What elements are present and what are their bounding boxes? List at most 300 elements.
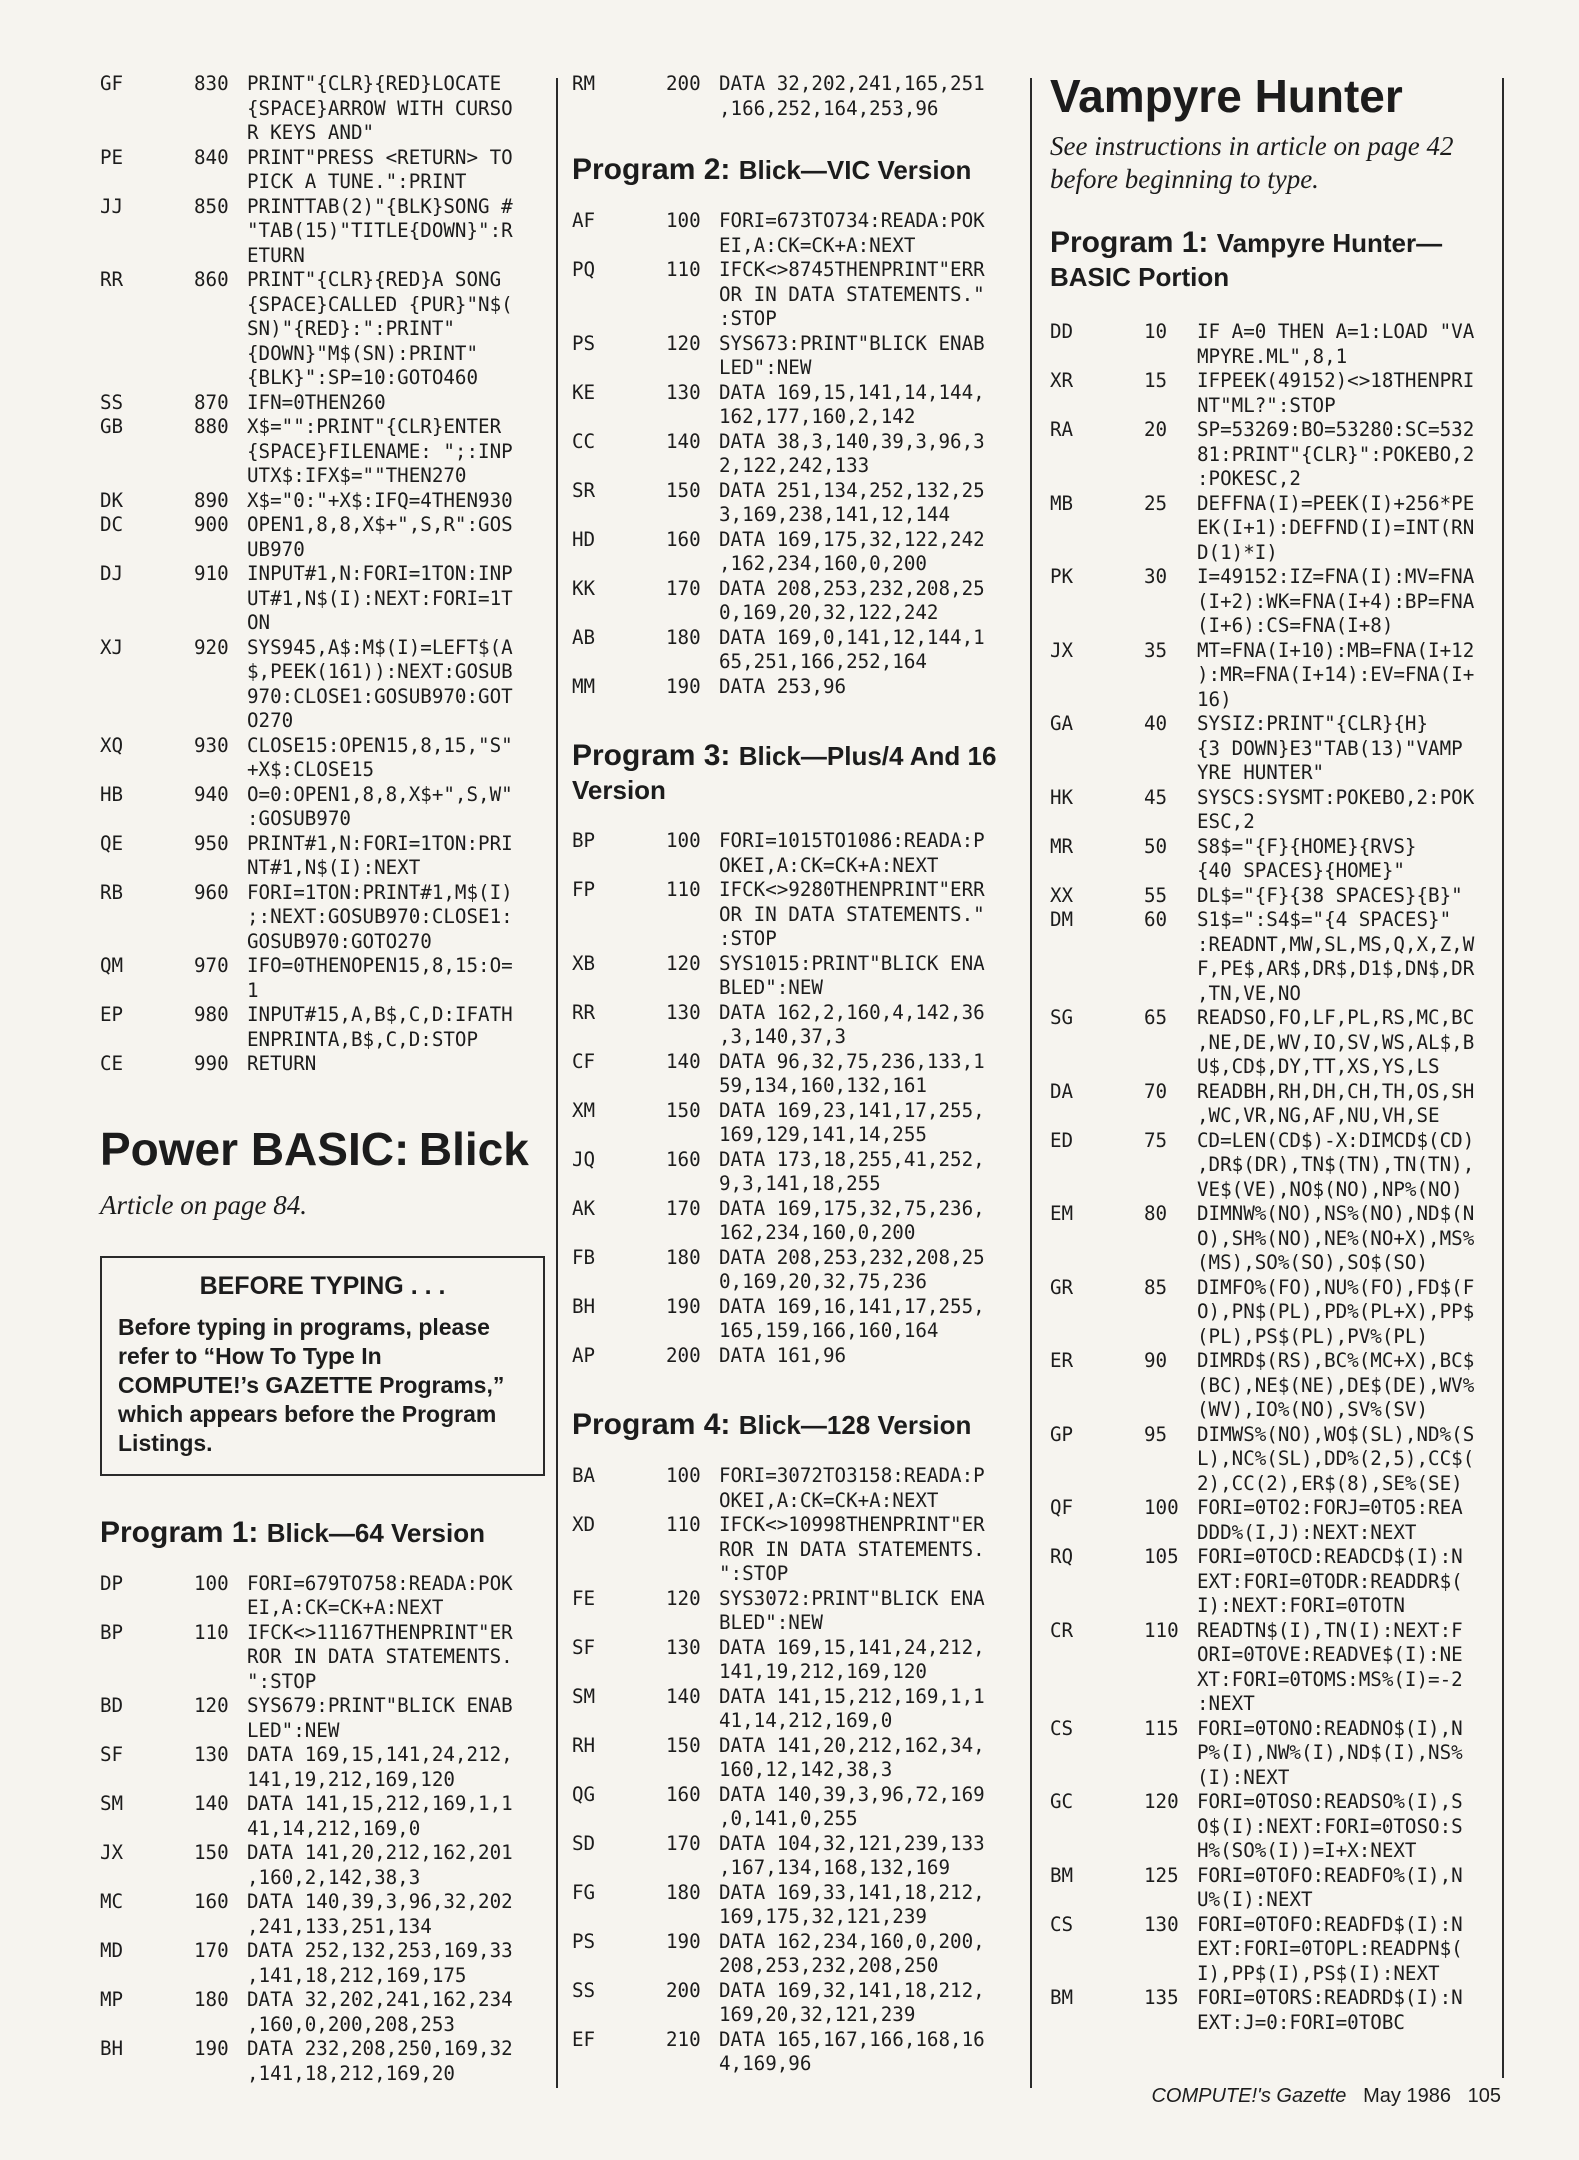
statement: DATA 141,20,212,162,34, bbox=[719, 1733, 985, 1757]
statement: :POKESC,2 bbox=[1197, 467, 1301, 490]
code-line bbox=[1050, 1251, 1495, 1276]
line-number bbox=[1144, 1055, 1197, 1080]
code-line bbox=[572, 1611, 1012, 1636]
statement: PRINTTAB(2)"{BLK}SONG # bbox=[247, 194, 513, 218]
checksum-code: BM bbox=[1050, 1986, 1074, 2009]
line-number: 200 bbox=[666, 1343, 701, 1367]
checksum-code bbox=[1050, 1643, 1144, 1668]
statement: ESC,2 bbox=[1197, 810, 1255, 833]
code-line bbox=[572, 2003, 1012, 2028]
statement: FORI=0TOCD:READCD$(I):N bbox=[1197, 1545, 1463, 1568]
magazine-name: COMPUTE!'s Gazette bbox=[1151, 2085, 1347, 2107]
checksum-code: PE bbox=[100, 145, 124, 169]
line-number bbox=[1144, 541, 1197, 566]
checksum-code bbox=[100, 685, 194, 710]
checksum-code: DA bbox=[1050, 1079, 1074, 1103]
checksum-code bbox=[1050, 737, 1144, 762]
code-line bbox=[100, 1052, 545, 1077]
line-number: 110 bbox=[194, 1620, 229, 1644]
line-number bbox=[1144, 1888, 1197, 1913]
line-number: 830 bbox=[194, 72, 229, 95]
checksum-code: RB bbox=[100, 880, 124, 904]
checksum-code bbox=[100, 2062, 194, 2087]
code-line bbox=[1050, 369, 1495, 394]
line-number: 130 bbox=[666, 1635, 701, 1659]
checksum-code bbox=[100, 538, 194, 563]
line-number bbox=[194, 1645, 247, 1670]
code-line bbox=[1050, 1202, 1495, 1227]
checksum-code: CE bbox=[100, 1052, 124, 1075]
statement: DATA 169,15,141,24,212, bbox=[247, 1743, 513, 1766]
checksum-code: FP bbox=[572, 878, 596, 901]
code-line bbox=[1050, 786, 1495, 811]
checksum-code: CR bbox=[1050, 1618, 1074, 1642]
line-number: 100 bbox=[1144, 1496, 1179, 1519]
checksum-code: DM bbox=[1050, 908, 1074, 931]
line-number bbox=[194, 1670, 247, 1695]
listing-continued bbox=[100, 72, 545, 1077]
code-line bbox=[572, 1734, 1012, 1759]
code-line bbox=[1050, 933, 1495, 958]
line-number: 120 bbox=[666, 951, 701, 975]
code-line bbox=[1050, 663, 1495, 688]
line-number: 180 bbox=[666, 1880, 701, 1904]
checksum-code bbox=[100, 1866, 194, 1891]
statement: FORI=0TOSO:READSO%(I),S bbox=[1197, 1790, 1463, 1813]
statement: DATA 32,202,241,162,234 bbox=[247, 1988, 513, 2011]
checksum-code bbox=[100, 440, 194, 465]
program-subtitle: Vampyre Hunter—BASIC Portion bbox=[1050, 228, 1443, 292]
code-line bbox=[100, 1719, 545, 1744]
checksum-code bbox=[100, 1817, 194, 1842]
line-number bbox=[1144, 1031, 1197, 1056]
checksum-code bbox=[1050, 1055, 1144, 1080]
code-line bbox=[572, 2052, 1012, 2077]
statement: FORI=0TOFO:READFD$(I):N bbox=[1197, 1912, 1463, 1936]
statement: PRINT#1,N:FORI=1TON:PRI bbox=[247, 831, 513, 855]
code-line bbox=[1050, 1276, 1495, 1301]
code-line bbox=[572, 2028, 1012, 2053]
checksum-code: MP bbox=[100, 1988, 124, 2011]
statement: IFO=0THENOPEN15,8,15:O= bbox=[247, 954, 513, 977]
checksum-code bbox=[1050, 1937, 1144, 1962]
code-line bbox=[1050, 810, 1495, 835]
checksum-code bbox=[100, 244, 194, 269]
line-number bbox=[194, 979, 247, 1004]
statement: ):MR=FNA(I+14):EV=FNA(I+ bbox=[1197, 663, 1475, 686]
code-line bbox=[100, 954, 545, 979]
statement: DATA 253,96 bbox=[719, 674, 847, 698]
checksum-code bbox=[572, 1905, 666, 1930]
line-number bbox=[1144, 443, 1197, 468]
checksum-code bbox=[100, 464, 194, 489]
checksum-code bbox=[100, 97, 194, 122]
statement: SYS3072:PRINT"BLICK ENA bbox=[719, 1586, 985, 1610]
statement: I),PP$(I),PS$(I):NEXT bbox=[1197, 1961, 1440, 1985]
checksum-code bbox=[572, 1611, 666, 1636]
checksum-code bbox=[100, 1964, 194, 1989]
line-number bbox=[1144, 1962, 1197, 1987]
checksum-code: GC bbox=[1050, 1790, 1074, 1813]
statement: ,167,134,168,132,169 bbox=[719, 1856, 951, 1879]
checksum-code: HK bbox=[1050, 785, 1074, 809]
code-line bbox=[1050, 712, 1495, 737]
checksum-code: MD bbox=[100, 1939, 124, 1962]
code-line bbox=[1050, 1864, 1495, 1889]
checksum-code bbox=[100, 2013, 194, 2038]
line-number bbox=[1144, 1374, 1197, 1399]
statement: DATA 169,32,141,18,212, bbox=[719, 1978, 985, 2002]
statement: 970:CLOSE1:GOSUB970:GOT bbox=[247, 684, 513, 708]
line-number bbox=[666, 1562, 719, 1587]
statement: FORI=0TORS:READRD$(I):N bbox=[1197, 1986, 1463, 2009]
statement: IFCK<>10998THENPRINT"ER bbox=[719, 1513, 985, 1536]
code-line bbox=[572, 1099, 1012, 1124]
line-number bbox=[194, 1866, 247, 1891]
checksum-code bbox=[1050, 1300, 1144, 1325]
line-number bbox=[194, 464, 247, 489]
code-line bbox=[1050, 1423, 1495, 1448]
checksum-code bbox=[1050, 761, 1144, 786]
statement: SYSCS:SYSMT:POKEBO,2:POK bbox=[1197, 785, 1475, 809]
line-number bbox=[1144, 1325, 1197, 1350]
line-number: 100 bbox=[194, 1571, 229, 1595]
statement: ON bbox=[247, 611, 271, 634]
line-number: 890 bbox=[194, 488, 229, 512]
statement: ,3,140,37,3 bbox=[719, 1025, 847, 1048]
code-line bbox=[572, 1270, 1012, 1295]
program-subtitle: Blick—Plus/4 And 16 Version bbox=[572, 741, 997, 805]
line-number: 110 bbox=[666, 878, 701, 901]
statement: O=0:OPEN1,8,8,X$+",S,W" bbox=[247, 782, 513, 806]
checksum-code: KK bbox=[572, 576, 596, 600]
code-line bbox=[572, 72, 1012, 97]
code-line bbox=[572, 1758, 1012, 1783]
statement: 0,169,20,32,75,236 bbox=[719, 1270, 927, 1293]
statement: FORI=673TO734:READA:POK bbox=[719, 209, 985, 232]
statement: 81:PRINT"{CLR}":POKEBO,2 bbox=[1197, 442, 1475, 466]
code-line bbox=[1050, 565, 1495, 590]
line-number: 880 bbox=[194, 415, 229, 438]
checksum-code: XX bbox=[1050, 883, 1074, 907]
checksum-code bbox=[100, 930, 194, 955]
code-line bbox=[100, 366, 545, 391]
statement: YRE HUNTER" bbox=[1197, 761, 1325, 784]
code-line bbox=[100, 685, 545, 710]
checksum-code bbox=[572, 1489, 666, 1514]
code-line bbox=[572, 1025, 1012, 1050]
statement: ;:NEXT:GOSUB970:CLOSE1: bbox=[247, 905, 513, 928]
statement: :STOP bbox=[719, 307, 777, 330]
code-line bbox=[1050, 443, 1495, 468]
checksum-code: HB bbox=[100, 782, 124, 806]
line-number bbox=[1144, 1227, 1197, 1252]
line-number: 840 bbox=[194, 145, 229, 169]
checksum-code bbox=[100, 121, 194, 146]
checksum-code bbox=[1050, 1962, 1144, 1987]
line-number bbox=[194, 1596, 247, 1621]
statement: 160,12,142,38,3 bbox=[719, 1758, 893, 1781]
code-line bbox=[100, 121, 545, 146]
statement: BLED":NEW bbox=[719, 976, 823, 999]
program-listing bbox=[1050, 320, 1495, 2035]
code-line bbox=[572, 1709, 1012, 1734]
statement: ,160,2,142,38,3 bbox=[247, 1865, 421, 1889]
column-rule bbox=[556, 78, 558, 2088]
code-line bbox=[1050, 1153, 1495, 1178]
column-1 bbox=[100, 72, 545, 2086]
statement: SYSIZ:PRINT"{CLR}{H} bbox=[1197, 712, 1429, 735]
statement: DIMNW%(NO),NS%(NO),ND$(N bbox=[1197, 1202, 1475, 1225]
line-number bbox=[666, 1856, 719, 1881]
statement: INPUT#1,N:FORI=1TON:INP bbox=[247, 562, 513, 585]
line-number bbox=[1144, 1570, 1197, 1595]
checksum-code bbox=[1050, 688, 1144, 713]
line-number bbox=[194, 1817, 247, 1842]
column-3 bbox=[1050, 70, 1495, 2035]
code-line bbox=[1050, 1104, 1495, 1129]
code-line bbox=[100, 636, 545, 661]
code-line bbox=[100, 244, 545, 269]
checksum-code bbox=[100, 1028, 194, 1053]
line-number: 75 bbox=[1144, 1128, 1168, 1152]
code-line bbox=[1050, 1398, 1495, 1423]
statement: :STOP bbox=[719, 927, 777, 950]
checksum-code bbox=[100, 856, 194, 881]
statement: ,NE,DE,WV,IO,SV,WS,AL$,B bbox=[1197, 1030, 1475, 1054]
line-number bbox=[1144, 2011, 1197, 2036]
statement: SYS679:PRINT"BLICK ENAB bbox=[247, 1694, 513, 1717]
checksum-code: DP bbox=[100, 1571, 124, 1595]
checksum-code: RH bbox=[572, 1733, 596, 1757]
line-number bbox=[1144, 394, 1197, 419]
statement: 162,234,160,0,200 bbox=[719, 1221, 916, 1244]
checksum-code bbox=[1050, 1692, 1144, 1717]
code-line bbox=[100, 1003, 545, 1028]
line-number bbox=[194, 1964, 247, 1989]
code-line bbox=[100, 1572, 545, 1597]
checksum-code: DC bbox=[100, 513, 124, 536]
statement: 169,20,32,121,239 bbox=[719, 2003, 916, 2026]
code-line bbox=[100, 97, 545, 122]
line-number: 40 bbox=[1144, 712, 1168, 735]
program-title: Program 1: bbox=[100, 1515, 259, 1549]
checksum-code: RM bbox=[572, 72, 596, 95]
line-number: 960 bbox=[194, 880, 229, 904]
line-number bbox=[1144, 737, 1197, 762]
code-line bbox=[100, 317, 545, 342]
checksum-code: GF bbox=[100, 72, 124, 95]
code-line bbox=[572, 878, 1012, 903]
program-listing bbox=[572, 1464, 1012, 2077]
code-line bbox=[572, 209, 1012, 234]
checksum-code: FE bbox=[572, 1586, 596, 1610]
checksum-code: GA bbox=[1050, 712, 1074, 735]
program-subtitle: Blick—128 Version bbox=[738, 1410, 972, 1440]
code-line bbox=[572, 1123, 1012, 1148]
checksum-code bbox=[572, 1270, 666, 1295]
statement: SYS945,A$:M$(I)=LEFT$(A bbox=[247, 635, 513, 659]
line-number: 180 bbox=[666, 1245, 701, 1269]
checksum-code bbox=[572, 903, 666, 928]
checksum-code: SM bbox=[100, 1792, 124, 1815]
code-line bbox=[1050, 1447, 1495, 1472]
checksum-code bbox=[1050, 1570, 1144, 1595]
line-number bbox=[1144, 957, 1197, 982]
statement: DATA 169,16,141,17,255, bbox=[719, 1294, 985, 1318]
program-listing bbox=[572, 209, 1012, 699]
line-number bbox=[1144, 590, 1197, 615]
code-line bbox=[100, 734, 545, 759]
line-number: 20 bbox=[1144, 418, 1168, 441]
code-line bbox=[1050, 1545, 1495, 1570]
line-number bbox=[194, 807, 247, 832]
line-number: 190 bbox=[666, 1294, 701, 1318]
article-title: Power BASIC: bbox=[100, 1122, 410, 1175]
column-rule bbox=[1502, 78, 1504, 2078]
statement: PRINT"{CLR}{RED}A SONG bbox=[247, 268, 502, 291]
code-line bbox=[100, 293, 545, 318]
checksum-code: MC bbox=[100, 1890, 124, 1913]
line-number bbox=[194, 97, 247, 122]
line-number: 170 bbox=[666, 576, 701, 600]
statement: DATA 169,15,141,24,212, bbox=[719, 1635, 985, 1659]
statement: I=49152:IZ=FNA(I):MV=FNA bbox=[1197, 565, 1475, 588]
checksum-code bbox=[1050, 1888, 1144, 1913]
statement: EK(I+1):DEFFND(I)=INT(RN bbox=[1197, 516, 1475, 539]
code-line bbox=[572, 258, 1012, 283]
checksum-code bbox=[572, 1221, 666, 1246]
article-title-sub: Blick bbox=[418, 1122, 529, 1175]
code-line bbox=[100, 783, 545, 808]
statement: DIMWS%(NO),WO$(SL),ND%(S bbox=[1197, 1422, 1475, 1446]
checksum-code: QF bbox=[1050, 1496, 1074, 1519]
statement: ,DR$(DR),TN$(TN),TN(TN), bbox=[1197, 1153, 1475, 1176]
code-line bbox=[1050, 1986, 1495, 2011]
code-line bbox=[1050, 492, 1495, 517]
statement: U%(I):NEXT bbox=[1197, 1888, 1313, 1911]
checksum-code: BH bbox=[100, 2037, 124, 2060]
statement: ROR IN DATA STATEMENTS. bbox=[719, 1537, 985, 1561]
checksum-code bbox=[572, 1025, 666, 1050]
statement: OPEN1,8,8,X$+",S,R":GOS bbox=[247, 513, 513, 536]
code-line bbox=[572, 952, 1012, 977]
line-number: 150 bbox=[666, 1733, 701, 1757]
line-number: 160 bbox=[666, 1782, 701, 1806]
statement: DIMRD$(RS),BC%(MC+X),BC$ bbox=[1197, 1349, 1475, 1372]
line-number: 130 bbox=[666, 380, 701, 404]
code-line bbox=[572, 1050, 1012, 1075]
line-number bbox=[194, 856, 247, 881]
checksum-code: XQ bbox=[100, 733, 124, 757]
code-line bbox=[572, 381, 1012, 406]
code-line bbox=[1050, 1790, 1495, 1815]
checksum-code: KE bbox=[572, 380, 596, 404]
checksum-code bbox=[1050, 1398, 1144, 1423]
code-line bbox=[1050, 614, 1495, 639]
checksum-code: MR bbox=[1050, 834, 1074, 858]
column-2 bbox=[572, 72, 1012, 2077]
checksum-code: FB bbox=[572, 1245, 596, 1269]
checksum-code bbox=[1050, 1178, 1144, 1203]
line-number: 160 bbox=[666, 1147, 701, 1171]
statement: (I+6):CS=FNA(I+8) bbox=[1197, 614, 1394, 637]
code-line bbox=[100, 170, 545, 195]
line-number: 990 bbox=[194, 1052, 229, 1075]
code-line bbox=[100, 1743, 545, 1768]
checksum-code bbox=[1050, 859, 1144, 884]
checksum-code: ER bbox=[1050, 1349, 1074, 1372]
statement: 2,122,242,133 bbox=[719, 454, 870, 477]
statement: IFN=0THEN260 bbox=[247, 390, 386, 414]
code-line bbox=[100, 1621, 545, 1646]
line-number bbox=[666, 1954, 719, 1979]
line-number bbox=[666, 1025, 719, 1050]
code-line bbox=[100, 489, 545, 514]
statement: XT:FORI=0TOMS:MS%(I)=-2 bbox=[1197, 1667, 1463, 1691]
line-number: 110 bbox=[666, 1513, 701, 1536]
statement: OR IN DATA STATEMENTS." bbox=[719, 902, 985, 926]
line-number: 140 bbox=[666, 429, 701, 453]
checksum-code bbox=[100, 758, 194, 783]
statement: S8$="{F}{HOME}{RVS} bbox=[1197, 834, 1417, 858]
line-number bbox=[1144, 467, 1197, 492]
line-number: 140 bbox=[666, 1684, 701, 1708]
line-number bbox=[1144, 1153, 1197, 1178]
line-number: 120 bbox=[1144, 1790, 1179, 1813]
line-number: 35 bbox=[1144, 638, 1168, 662]
checksum-code: BA bbox=[572, 1464, 596, 1487]
code-line bbox=[572, 405, 1012, 430]
line-number: 95 bbox=[1144, 1422, 1168, 1446]
statement: SYS1015:PRINT"BLICK ENA bbox=[719, 951, 985, 975]
checksum-code bbox=[1050, 1374, 1144, 1399]
checksum-code: PS bbox=[572, 1929, 596, 1953]
line-number: 60 bbox=[1144, 908, 1168, 931]
statement: FORI=3072TO3158:READA:P bbox=[719, 1464, 985, 1487]
line-number bbox=[1144, 1937, 1197, 1962]
line-number bbox=[666, 650, 719, 675]
line-number: 50 bbox=[1144, 834, 1168, 858]
statement: PRINT"{CLR}{RED}LOCATE bbox=[247, 72, 502, 95]
statement: O270 bbox=[247, 709, 294, 732]
checksum-code bbox=[100, 1768, 194, 1793]
statement: 2),CC(2),ER$(8),SE%(SE) bbox=[1197, 1471, 1463, 1495]
statement: O),SH%(NO),NE%(NO+X),MS% bbox=[1197, 1226, 1475, 1250]
line-number: 200 bbox=[666, 1978, 701, 2002]
line-number: 90 bbox=[1144, 1349, 1168, 1372]
checksum-code bbox=[572, 1856, 666, 1881]
statement: 162,177,160,2,142 bbox=[719, 405, 916, 428]
line-number: 950 bbox=[194, 831, 229, 855]
statement: DATA 252,132,253,169,33 bbox=[247, 1939, 513, 1962]
statement: DATA 38,3,140,39,3,96,3 bbox=[719, 429, 985, 453]
line-number: 120 bbox=[666, 1586, 701, 1610]
statement: 41,14,212,169,0 bbox=[247, 1816, 421, 1840]
line-number: 55 bbox=[1144, 883, 1168, 907]
statement: READTN$(I),TN(I):NEXT:F bbox=[1197, 1618, 1463, 1642]
line-number bbox=[1144, 1251, 1197, 1276]
statement: ROR IN DATA STATEMENTS. bbox=[247, 1645, 513, 1668]
code-line bbox=[572, 903, 1012, 928]
line-number: 970 bbox=[194, 954, 229, 977]
statement: UTX$:IFX$=""THEN270 bbox=[247, 464, 467, 487]
code-line bbox=[572, 283, 1012, 308]
statement: EI,A:CK=CK+A:NEXT bbox=[719, 233, 916, 257]
checksum-code: DD bbox=[1050, 320, 1074, 343]
code-line bbox=[572, 1587, 1012, 1612]
checksum-code: JJ bbox=[100, 194, 124, 218]
